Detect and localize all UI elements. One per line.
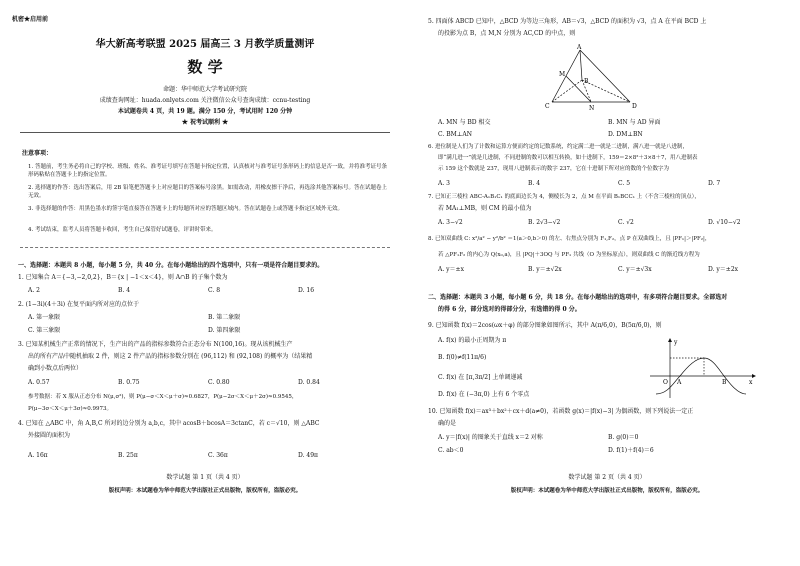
q4-option-a: A. 16π bbox=[28, 452, 48, 459]
question-8-line-1: 8. 已知双曲线 C: x²/a² − y²/b² ＝1(a＞0,b＞0) 的左、右焦点分别为 F₁,F₂，点 P 在双曲线上，且 |PF₁|＞|PF₂|， bbox=[428, 236, 711, 242]
graph-point-b-label: B bbox=[722, 379, 727, 386]
tetrahedron-figure bbox=[540, 44, 650, 114]
q7-option-b: B. 2√3−√2 bbox=[528, 219, 561, 226]
q2-option-c: C. 第三象限 bbox=[28, 327, 61, 334]
graph-x-axis-label: x bbox=[749, 379, 753, 386]
q4-option-c: C. 36π bbox=[208, 452, 228, 459]
q10-option-b: B. g(0)＝0 bbox=[608, 434, 639, 441]
page-1 bbox=[0, 0, 398, 566]
q6-option-b: B. 4 bbox=[528, 180, 541, 187]
copyright-notice: 版权声明：本试题卷为华中师范大学出版社正式出版物，版权所有，盗版必究。 bbox=[510, 488, 704, 494]
exam-info-line: 本试题卷共 4 页，共 19 题。满分 150 分，考试用时 120 分钟 bbox=[117, 108, 293, 115]
question-4-line-1: 4. 已知在 △ABC 中，角 A,B,C 所对的边分别为 a,b,c，其中 acosB＋bcosA＝3ctanC，若 c＝√10，则 △ABC bbox=[18, 420, 320, 427]
question-8-line-2: 若 △PF₁F₂ 的内心为 Q(x₀,a)，且 |PQ|＋3OQ 与 PF₁ 共线（O 为坐标原点），则双曲线 C 的渐近线方程为 bbox=[438, 252, 700, 258]
divider bbox=[20, 247, 390, 248]
author-line: 命题：华中师范大学考试研究院 bbox=[162, 86, 247, 93]
q7-option-c: C. √2 bbox=[618, 219, 634, 226]
q6-option-c: C. 5 bbox=[618, 180, 631, 187]
section-1-heading: 一、选择题：本题共 8 小题，每小题 5 分，共 40 分。在每小题给出的四个选项中，只有一项是符合题目要求的。 bbox=[18, 262, 324, 269]
q1-option-c: C. 8 bbox=[208, 287, 221, 294]
notes-title: 注意事项： bbox=[22, 150, 53, 157]
q2-option-d: D. 第四象限 bbox=[208, 327, 241, 334]
question-10-line-1: 10. 已知函数 f(x)＝ax³＋bx²＋cx＋d(a≠0)，若函数 g(x)＝|f(x)−3| 为偶函数，则下列说法一定正 bbox=[428, 408, 694, 415]
question-6-line-1: 6. 进位制是人们为了计数和运算方便而约定的记数系统，约定满二进一就是二进制，满八进一就是八进制， bbox=[428, 144, 688, 150]
question-3-reference-1: 参考数据：若 X 服从正态分布 N(μ,σ²)，则 P(μ−σ＜X＜μ＋σ)≈0.6827，P(μ−2σ＜X＜μ＋2σ)≈0.9545， bbox=[28, 394, 298, 400]
q9-option-a: A. f(x) 的最小正周期为 π bbox=[438, 337, 507, 344]
graph-y-axis-label: y bbox=[674, 339, 678, 346]
question-10-line-2: 确的是 bbox=[438, 420, 457, 427]
q3-option-d: D. 0.84 bbox=[298, 379, 320, 386]
q6-option-d: D. 7 bbox=[708, 180, 721, 187]
point-label-m: M bbox=[559, 71, 566, 78]
vertex-label-b: B bbox=[584, 78, 589, 85]
question-4-line-2: 外接圆的面积为 bbox=[28, 432, 71, 439]
page-footer: 数学试题 第 2 页（共 4 页） bbox=[568, 474, 646, 481]
q8-option-b: B. y＝±√2x bbox=[528, 266, 562, 273]
question-5-line-2: 的投影为点 B，点 M,N 分别为 AC,CD 的中点，则 bbox=[438, 30, 576, 37]
question-7-line-1: 7. 已知正三棱柱 ABC-A₁B₁C₁ 的底面边长为 4，侧棱长为 2，点 M 在平面 B₁BCC₁ 上（不含三棱柱的顶点）， bbox=[428, 194, 700, 200]
question-3-line-3: 确到小数点后两位） bbox=[28, 365, 83, 372]
question-3-reference-2: P(μ−3σ＜X＜μ＋3σ)≈0.9973。 bbox=[28, 406, 113, 412]
secret-label: 机密★启用前 bbox=[12, 16, 49, 23]
q5-option-d: D. DM⊥BN bbox=[608, 131, 643, 138]
q10-option-d: D. f(1)＋f(4)＝6 bbox=[608, 447, 654, 454]
question-3-line-2: 出的所有产品中随机抽取 2 件，则这 2 件产品的指标参数分别在 (96,112) 和 (92,108) 的概率为（结果精 bbox=[28, 353, 313, 360]
question-6-line-3: 示 159 这个数就是 237，现用八进制表示的数字 237，它在十进制下所对应的数的个位数字为 bbox=[438, 166, 669, 172]
wish-line: ★ 祝考试顺利 ★ bbox=[181, 119, 229, 126]
q5-option-b: B. MN 与 AD 异面 bbox=[608, 119, 661, 126]
exam-title: 华大新高考联盟 2025 届高三 3 月教学质量测评 bbox=[95, 39, 315, 50]
vertex-label-d: D bbox=[632, 103, 637, 110]
q8-option-c: C. y＝±√3x bbox=[618, 266, 652, 273]
note-4: 4. 考试结束，监考人员将答题卡收回，考生自己保管好试题卷，评讲时带来。 bbox=[28, 227, 217, 233]
vertex-label-a: A bbox=[577, 44, 582, 51]
divider bbox=[20, 132, 390, 133]
q1-option-b: B. 4 bbox=[118, 287, 131, 294]
q2-option-b: B. 第二象限 bbox=[208, 314, 241, 321]
q4-option-b: B. 25π bbox=[118, 452, 138, 459]
question-7-line-2: 若 MA₁⊥MB，则 CM 的最小值为 bbox=[438, 205, 532, 212]
question-6-line-2: 即“满几进一”就是几进制，不同进制的数可以相互转换，如十进制下，159＝2×8²＋3×8＋7，用八进制表 bbox=[438, 155, 698, 161]
q9-option-c: C. f(x) 在 [π,3π/2] 上单调递减 bbox=[438, 374, 523, 381]
q3-option-c: C. 0.80 bbox=[208, 379, 230, 386]
q7-option-d: D. √10−√2 bbox=[708, 219, 741, 226]
q9-option-d: D. f(x) 在 (−3π,0) 上有 6 个零点 bbox=[438, 391, 530, 398]
q1-option-a: A. 2 bbox=[28, 287, 40, 294]
q8-option-a: A. y＝±x bbox=[438, 266, 464, 273]
q10-option-c: C. ab＜0 bbox=[438, 447, 464, 454]
q8-option-d: D. y＝±2x bbox=[708, 266, 739, 273]
q6-option-a: A. 3 bbox=[438, 180, 450, 187]
question-1: 1. 已知集合 A＝{−3,−2,0,2}，B＝{x | −1＜x＜4}，则 A∩B 的子集个数为 bbox=[18, 274, 228, 281]
point-label-n: N bbox=[589, 105, 595, 112]
q3-option-b: B. 0.75 bbox=[118, 379, 140, 386]
page-footer: 数学试题 第 1 页（共 4 页） bbox=[166, 474, 244, 481]
vertex-label-c: C bbox=[545, 103, 550, 110]
section-2-heading-line-2: 的得 6 分，部分选对的得部分分，有选错的得 0 分。 bbox=[438, 306, 581, 313]
note-1: 1. 答题前，考生务必将自己的学校、班级、姓名、准考证号填写在答题卡指定位置，认真核对与准考证号条形码上的信息是否一致，并将准考证号条形码粘贴在答题卡上的指定位置。 bbox=[28, 164, 388, 178]
q1-option-d: D. 16 bbox=[298, 287, 315, 294]
copyright-notice: 版权声明：本试题卷为华中师范大学出版社正式出版物，版权所有，盗版必究。 bbox=[108, 488, 302, 494]
section-2-heading-line-1: 二、选择题：本题共 3 小题，每小题 6 分，共 18 分。在每小题给出的选项中，有多项符合题目要求。全部选对 bbox=[428, 294, 728, 301]
q10-option-a: A. y＝|f(x)| 的图象关于直线 x＝2 对称 bbox=[438, 434, 543, 441]
q4-option-d: D. 49π bbox=[298, 452, 318, 459]
page-2 bbox=[402, 0, 800, 566]
question-5-line-1: 5. 四面体 ABCD 已知中，△BCD 为等边三角形，AB＝√3，△BCD 的面积为 √3，点 A 在平面 BCD 上 bbox=[428, 18, 707, 25]
cosine-graph bbox=[648, 336, 758, 402]
q2-option-a: A. 第一象限 bbox=[28, 314, 61, 321]
q5-option-c: C. BM⊥AN bbox=[438, 131, 472, 138]
question-3-line-1: 3. 已知某机械生产正常的情况下，生产出的产品的指标参数符合正态分布 N(100,16)。现从该机械生产 bbox=[18, 341, 293, 348]
subject-title: 数 学 bbox=[187, 58, 223, 76]
note-2: 2. 选择题的作答：选出答案后，用 2B 铅笔把答题卡上对应题目的答案标号涂黑。如需改动，用橡皮擦干净后，再选涂其他答案标号。答在试题卷上无效。 bbox=[28, 185, 388, 199]
graph-point-a-label: A bbox=[677, 379, 682, 386]
q7-option-a: A. 3−√2 bbox=[438, 219, 463, 226]
score-query-line: 成绩查询网址：huada.onlyets.com 关注微信公众号查询成绩：ccnu-testing bbox=[99, 97, 311, 104]
question-2: 2. (1−3i)(4＋3i) 在复平面内所对应的点位于 bbox=[18, 301, 140, 308]
q3-option-a: A. 0.57 bbox=[28, 379, 50, 386]
q5-option-a: A. MN 与 BD 相交 bbox=[438, 119, 491, 126]
graph-origin-label: O bbox=[663, 379, 668, 386]
note-3: 3. 非选择题的作答：用黑色墨水的签字笔直接答在答题卡上的每题所对应的答题区域内。答在试题卷上或答题卡指定区域外无效。 bbox=[28, 206, 344, 212]
question-9: 9. 已知函数 f(x)＝2cos(ωx＋φ) 的部分图象如图所示，其中 A(π/6,0)，B(5π/6,0)，则 bbox=[428, 322, 662, 329]
q9-option-b: B. f(0)≠f(11π/6) bbox=[438, 354, 487, 361]
